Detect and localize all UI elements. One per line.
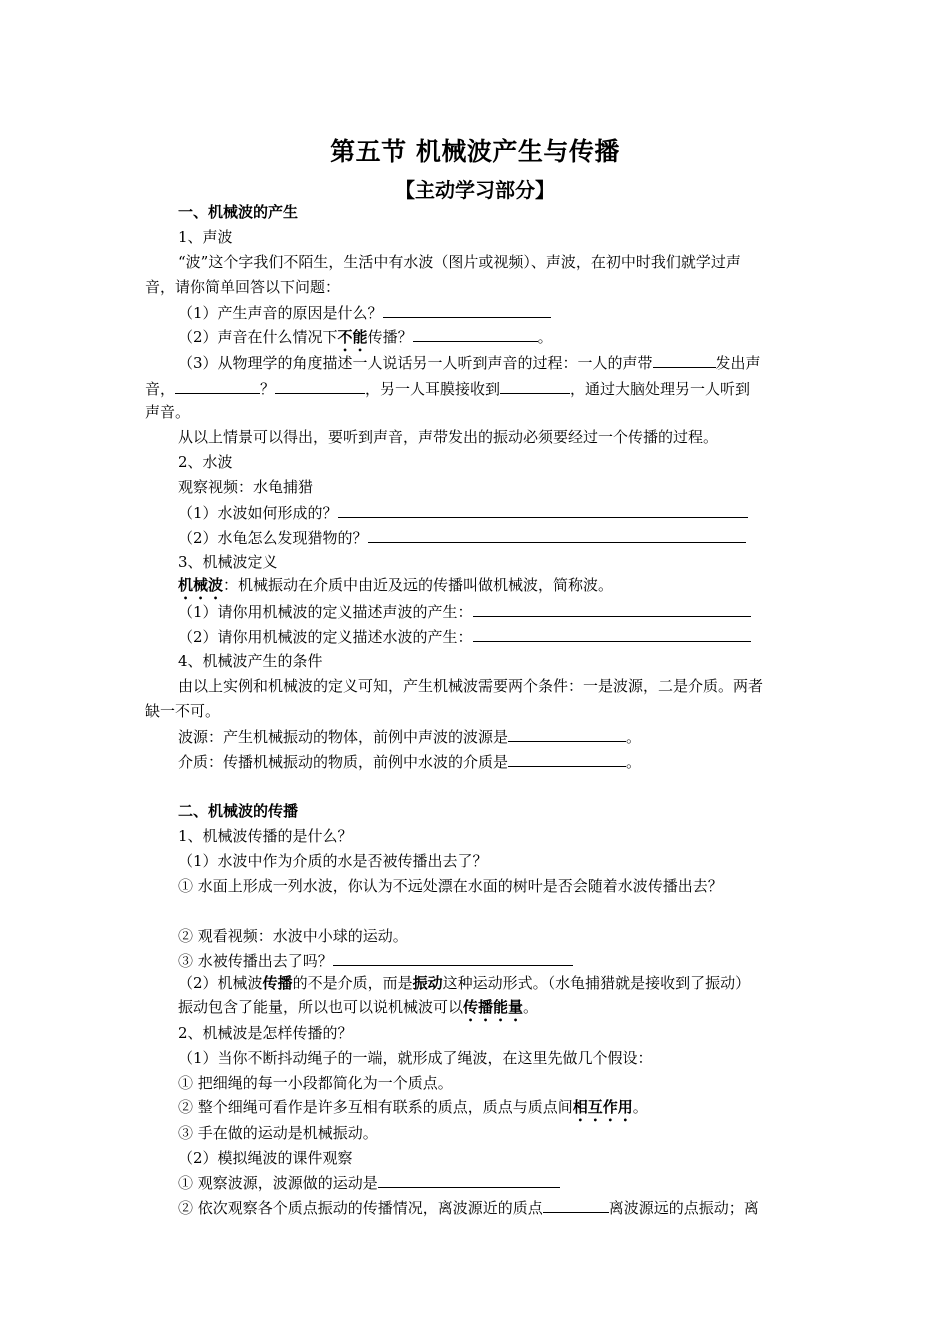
answer-blank[interactable]	[473, 626, 751, 642]
punctuation: 。	[626, 728, 642, 746]
conditions-line-2: 缺一不可。	[145, 702, 221, 720]
rope-observation-a	[178, 1172, 560, 1193]
text-part: （2）机械波	[178, 974, 263, 992]
text-part: 振动包含了能量，所以也可以说机械波可以	[178, 998, 464, 1016]
question-3-text: 音，	[145, 380, 176, 398]
question-1	[178, 302, 551, 323]
bold-text: 振动	[412, 974, 443, 992]
water-question-1	[178, 502, 748, 523]
answer-blank[interactable]	[413, 326, 538, 342]
punctuation: 。	[632, 1098, 648, 1116]
answer-blank[interactable]	[378, 1172, 560, 1188]
energy-line	[178, 997, 538, 1025]
page-title: 第五节 机械波产生与传播	[330, 137, 620, 166]
emphasis-text: 相互作用	[572, 1098, 633, 1116]
sub-how-propagates: 2、机械波是怎样传播的？	[178, 1024, 353, 1042]
question-3-text: ，另一人耳膜接收到	[365, 380, 501, 398]
rope-observation-a-text: ① 观察波源，波源做的运动是	[178, 1174, 378, 1192]
text-part: ② 依次观察各个质点振动的传播情况，离波源近的质点	[178, 1199, 543, 1217]
sub-water-wave: 2、水波	[178, 453, 233, 471]
water-question-2	[178, 527, 746, 548]
answer-blank[interactable]	[653, 352, 716, 368]
punctuation: 。	[626, 753, 642, 771]
text-part: 的不是介质，而是	[292, 974, 413, 992]
propagation-step-a: ① 水面上形成一列水波，你认为不远处漂在水面的树叶是否会随着水波传播出去？	[178, 877, 723, 895]
section-subtitle: 【主动学习部分】	[395, 178, 555, 202]
answer-blank[interactable]	[473, 601, 751, 617]
definition-question-2	[178, 626, 751, 647]
emphasis-text: 传播能量	[463, 998, 524, 1016]
sub-sound-wave: 1、声波	[178, 228, 233, 246]
question-3-line-2	[145, 378, 750, 399]
answer-blank[interactable]	[333, 950, 573, 966]
rope-observation-b	[178, 1197, 759, 1218]
question-3-line-1	[178, 352, 761, 373]
punctuation: 。	[537, 328, 553, 346]
video-note: 观察视频：水龟捕猎	[178, 478, 314, 496]
rope-assumption-b	[178, 1097, 648, 1125]
question-3-text: （3）从物理学的角度描述一人说话另一人听到声音的过程：一人的声带	[178, 354, 653, 372]
propagation-question-1: （1）水波中作为介质的水是否被传播出去了？	[178, 852, 488, 870]
text-part: ② 整个细绳可看作是许多互相有联系的质点，质点与质点间	[178, 1098, 573, 1116]
heading-propagation: 二、机械波的传播	[178, 802, 299, 820]
answer-blank[interactable]	[338, 502, 748, 518]
rope-assumption-a: ① 把细绳的每一小段都简化为一个质点。	[178, 1074, 453, 1092]
definition-question-1-text: （1）请你用机械波的定义描述声波的产生：	[178, 603, 473, 621]
propagation-step-c-text: ③ 水被传播出去了吗？	[178, 952, 333, 970]
answer-blank[interactable]	[175, 378, 260, 394]
question-2-text: （2）声音在什么情况下	[178, 328, 338, 346]
question-1-text: （1）产生声音的原因是什么？	[178, 304, 383, 322]
answer-blank[interactable]	[500, 378, 570, 394]
answer-blank[interactable]	[368, 527, 746, 543]
water-question-2-text: （2）水龟怎么发现猎物的？	[178, 529, 368, 547]
propagation-step-b: ② 观看视频：水波中小球的运动。	[178, 927, 408, 945]
sub-definition: 3、机械波定义	[178, 553, 278, 571]
text-part: 离波源远的点振动；离	[608, 1199, 759, 1217]
question-2	[178, 326, 553, 355]
intro-line-1: “波”这个字我们不陌生，生活中有水波（图片或视频）、声波，在初中时我们就学过声	[178, 253, 741, 271]
definition-text: ：机械振动在介质中由近及远的传播叫做机械波，简称波。	[223, 576, 614, 594]
definition-question-2-text: （2）请你用机械波的定义描述水波的产生：	[178, 628, 473, 646]
definition-question-1	[178, 601, 751, 622]
conditions-line-1: 由以上实例和机械波的定义可知，产生机械波需要两个条件：一是波源，二是介质。两者	[178, 677, 764, 695]
question-mark: ？	[260, 380, 276, 398]
sub-what-propagates: 1、机械波传播的是什么？	[178, 827, 353, 845]
wave-source-line	[178, 726, 641, 747]
answer-blank[interactable]	[275, 378, 365, 394]
emphasis-text: 不能	[337, 328, 368, 346]
rope-question-2: （2）模拟绳波的课件观察	[178, 1149, 353, 1167]
question-3-text-end: ，通过大脑处理另一人听到	[570, 380, 751, 398]
rope-question-1: （1）当你不断抖动绳子的一端，就形成了绳波，在这里先做几个假设：	[178, 1049, 653, 1067]
answer-blank[interactable]	[508, 751, 626, 767]
propagation-point-2	[178, 973, 750, 993]
medium-text: 介质：传播机械振动的物质，前例中水波的介质是	[178, 753, 509, 771]
question-3-text-end: 发出声	[715, 354, 761, 372]
punctuation: 。	[523, 998, 539, 1016]
answer-blank[interactable]	[508, 726, 626, 742]
wave-source-text: 波源：产生机械振动的物体，前例中声波的波源是	[178, 728, 509, 746]
question-2-text-end: 传播？	[367, 328, 413, 346]
question-3-line-3: 声音。	[145, 403, 191, 421]
intro-line-2: 音，请你简单回答以下问题：	[145, 278, 341, 296]
water-question-1-text: （1）水波如何形成的？	[178, 504, 338, 522]
definition-line	[178, 575, 613, 603]
sub-conditions: 4、机械波产生的条件	[178, 652, 323, 670]
rope-assumption-c: ③ 手在做的运动是机械振动。	[178, 1124, 378, 1142]
heading-production: 一、机械波的产生	[178, 203, 299, 221]
medium-line	[178, 751, 641, 772]
answer-blank[interactable]	[383, 302, 551, 318]
text-part: 这种运动形式。（水龟捕猎就是接收到了振动）	[442, 974, 751, 992]
bold-text: 传播	[262, 974, 293, 992]
answer-blank[interactable]	[543, 1197, 609, 1213]
definition-term: 机械波	[178, 576, 224, 594]
propagation-step-c	[178, 950, 573, 971]
conclusion-text: 从以上情景可以得出，要听到声音，声带发出的振动必须要经过一个传播的过程。	[178, 428, 719, 446]
